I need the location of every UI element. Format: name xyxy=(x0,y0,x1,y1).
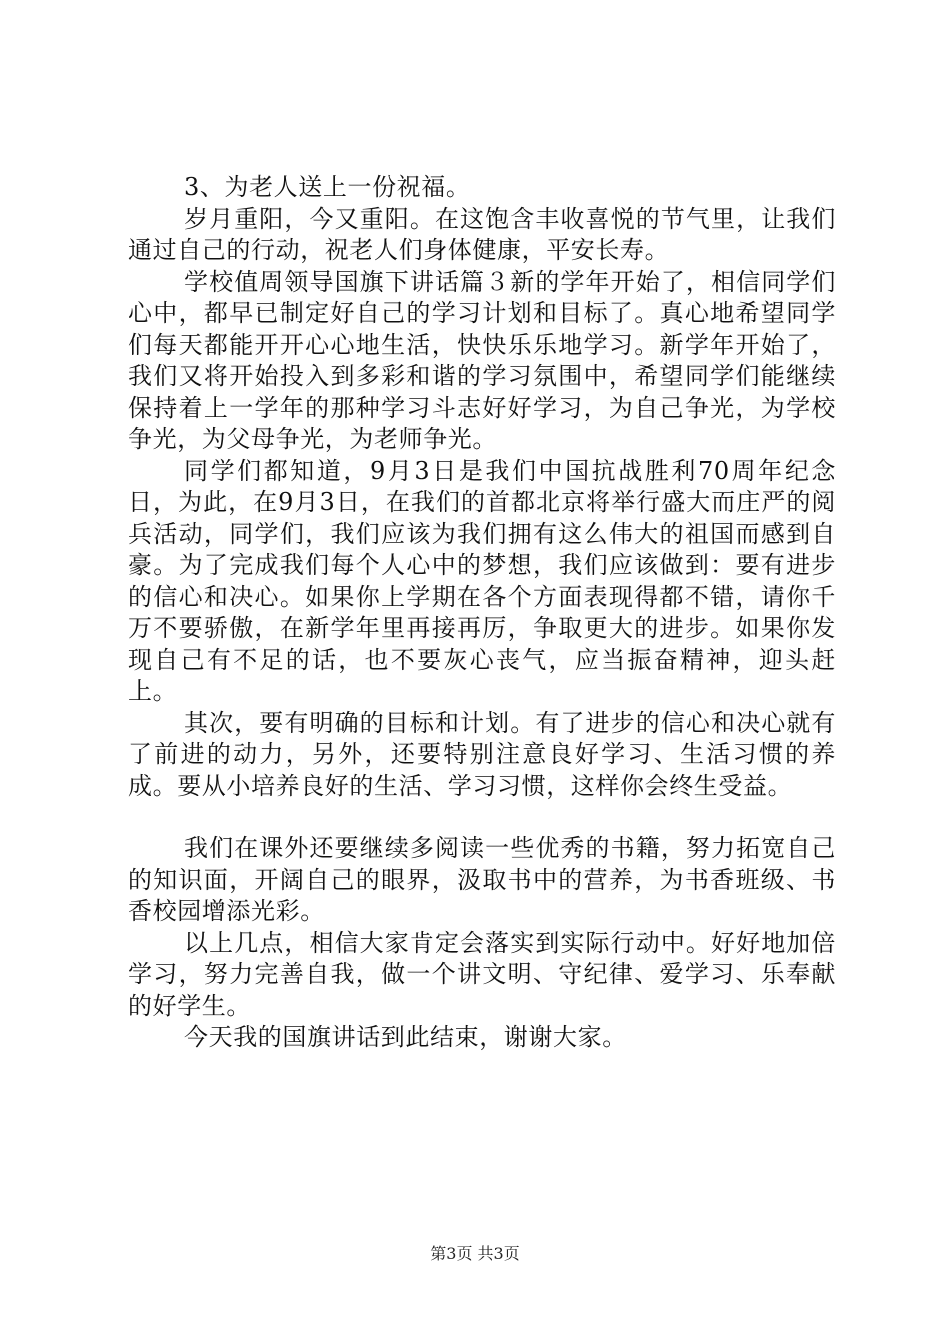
paragraph-victory-anniversary: 同学们都知道，9月3日是我们中国抗战胜利70周年纪念日，为此，在9月3日，在我们的首都北京将举行盛大而庄严的阅兵活动，同学们，我们应该为我们拥有这么伟大的祖国而感到自豪。为了完成我们每个人心中的梦想，我们应该做到：要有进步的信心和决心。如果你上学期在各个方面表现得都不错，请你千万不要骄傲，在新学年里再接再厉，争取更大的进步。如果你发现自己有不足的话，也不要灰心丧气，应当振奋精神，迎头赶上。 xyxy=(128,456,836,705)
paragraph-new-school-year: 学校值周领导国旗下讲话篇３新的学年开始了，相信同学们心中，都早已制定好自己的学习计划和目标了。真心地希望同学们每天都能开开心心地生活，快快乐乐地学习。新学年开始了，我们又将开始投入到多彩和谐的学习氛围中，希望同学们能继续保持着上一学年的那种学习斗志好好学习，为自己争光，为学校争光，为父母争光，为老师争光。 xyxy=(128,267,836,453)
paragraph-spacer xyxy=(128,802,836,833)
paragraph-reading: 我们在课外还要继续多阅读一些优秀的书籍，努力拓宽自己的知识面，开阔自己的眼界，汲取书中的营养，为书香班级、书香校园增添光彩。 xyxy=(128,834,836,925)
paragraph-closing: 今天我的国旗讲话到此结束，谢谢大家。 xyxy=(184,1023,627,1051)
paragraph-goals-and-plans: 其次，要有明确的目标和计划。有了进步的信心和决心就有了前进的动力，另外，还要特别注意良好学习、生活习惯的养成。要从小培养良好的生活、学习习惯，这样你会终生受益。 xyxy=(128,708,836,800)
paragraph-double-ninth: 岁月重阳，今又重阳。在这饱含丰收喜悦的节气里，让我们通过自己的行动，祝老人们身体健康，平安长寿。 xyxy=(128,204,836,264)
document-body xyxy=(128,172,836,1054)
paragraph-blessing-heading: 3、为老人送上一份祝福。 xyxy=(184,173,471,201)
paragraph-summary: 以上几点，相信大家肯定会落实到实际行动中。好好地加倍学习，努力完善自我，做一个讲文明、守纪律、爱学习、乐奉献的好学生。 xyxy=(128,928,836,1020)
page-number-footer: 第3页 共3页 xyxy=(430,1244,520,1263)
